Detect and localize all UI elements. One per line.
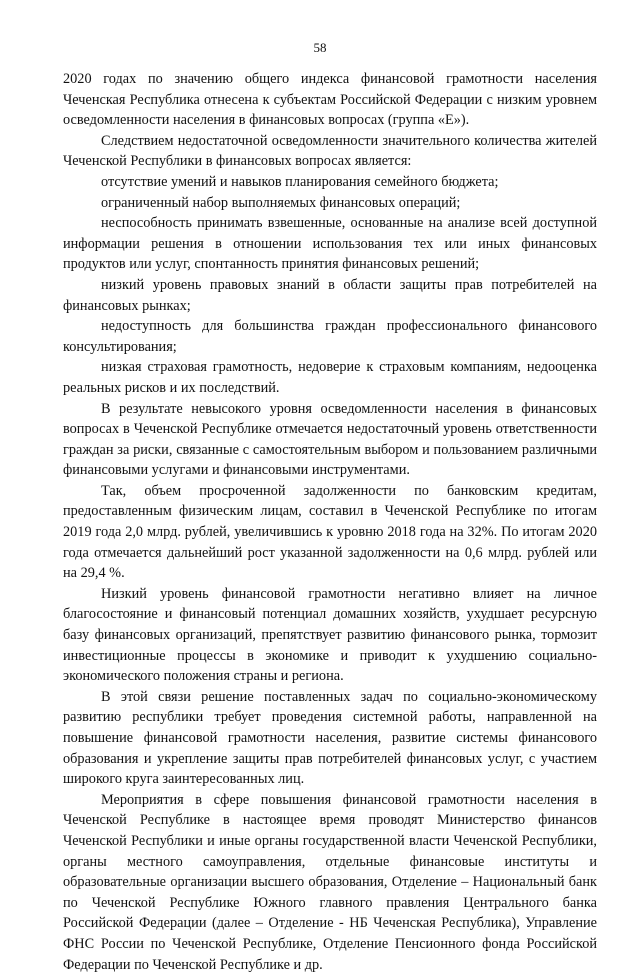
paragraph: В этой связи решение поставленных задач по социально-экономическому развитию республики требует проведения системной работы, направленной на повышение финансовой грамотности населения, развитие системы финансового образования и укрепление защиты прав потребителей финансовых услуг, с участием широкого круга заинтересованных лиц. xyxy=(63,688,597,788)
body-text xyxy=(63,69,597,975)
paragraph: Мероприятия в сфере повышения финансовой грамотности населения в Чеченской Республике в настоящее время проводят Министерство финансов Чеченской Республики и иные органы государственной власти Чеченской Республики, органы местного самоуправления, отдельные финансовые институты и образовательные организации высшего образования, Отделение – Национальный банк по Чеченской Республике Южного главного правления Центрального банка Российской Федерации (далее – Отделение - НБ Чеченская Республика), Управление ФНС России по Чеченской Республике, Отделение Пенсионного фонда Российской Федерации по Чеченской Республике и др. xyxy=(63,791,597,973)
list-item: отсутствие умений и навыков планирования семейного бюджета; xyxy=(101,173,499,190)
page-number: 58 xyxy=(313,40,327,55)
paragraph: Так, объем просроченной задолженности по банковским кредитам, предоставленным физическим лицам, составил в Чеченской Республике по итогам 2019 года 2,0 млрд. рублей, увеличившись к уровню 2018 года на 32%. По итогам 2020 года отмечается дальнейший рост указанной задолженности на 0,6 млрд. рублей или на 29,4 %. xyxy=(63,482,597,582)
paragraph: 2020 годах по значению общего индекса финансовой грамотности населения Чеченская Республика отнесена к субъектам Российской Федерации с низким уровнем осведомленности населения в финансовых вопросах (группа «Е»). xyxy=(63,71,597,129)
list-item: низкая страховая грамотность, недоверие к страховым компаниям, недооценка реальных рисков и их последствий. xyxy=(63,359,597,396)
list-item: неспособность принимать взвешенные, основанные на анализе всей доступной информации решения в отношении использования тех или иных финансовых продуктов или услуг, спонтанность принятия финансовых решений; xyxy=(63,215,597,273)
list-item: ограниченный набор выполняемых финансовых операций; xyxy=(101,194,461,211)
list-item: недоступность для большинства граждан профессионального финансового консультирования; xyxy=(63,318,597,355)
paragraph: В результате невысокого уровня осведомленности населения в финансовых вопросах в Чеченской Республике отмечается недостаточный уровень ответственности граждан за риски, связанные с самостоятельным выбором и пользованием различными финансовыми услугами и финансовыми инструментами. xyxy=(63,400,597,479)
paragraph: Низкий уровень финансовой грамотности негативно влияет на личное благосостояние и финансовый потенциал домашних хозяйств, ухудшает ресурсную базу финансовых организаций, препятствует развитию финансового рынка, тормозит инвестиционные процессы в экономике и приводит к ухудшению социально-экономического положения страны и региона. xyxy=(63,585,597,685)
paragraph: Следствием недостаточной осведомленности значительного количества жителей Чеченской Республики в финансовых вопросах является: xyxy=(63,132,597,170)
list-item: низкий уровень правовых знаний в области защиты прав потребителей на финансовых рынках; xyxy=(63,276,597,314)
